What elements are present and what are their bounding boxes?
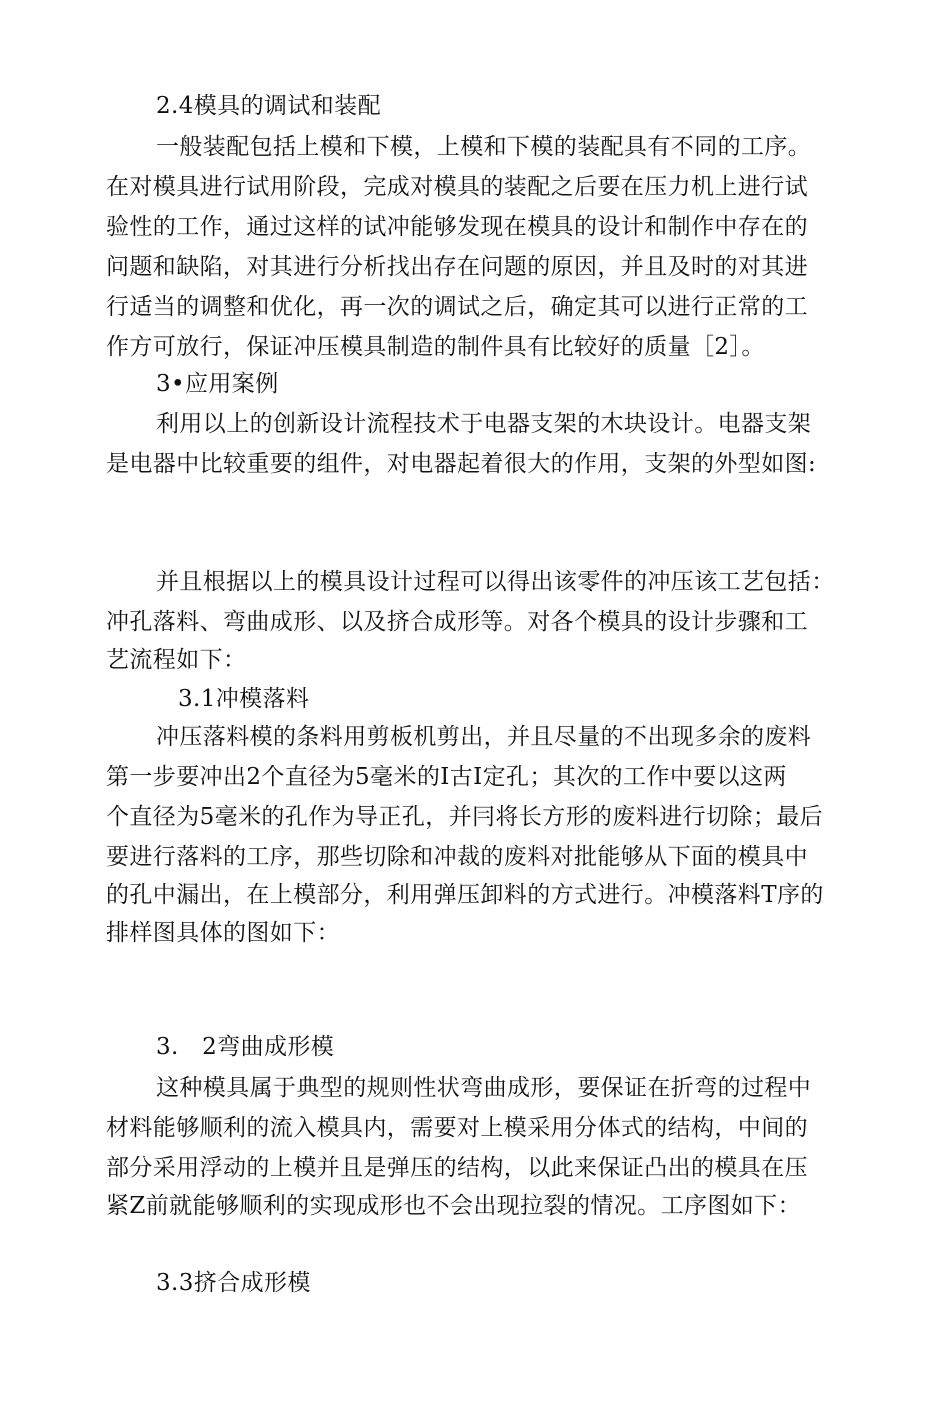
- paragraph-line: 并且根据以上的模具设计过程可以得出该零件的冲压该工艺包括：: [156, 569, 835, 595]
- paragraph-line: 的孔中漏出，在上模部分，利用弹压卸料的方式进行。冲模落料T序的: [106, 882, 824, 908]
- paragraph-line: 在对模具进行试用阶段，完成对模具的装配之后要在压力机上进行试: [106, 174, 808, 200]
- paragraph-line: 是电器中比较重要的组件，对电器起着很大的作用，支架的外型如图:: [106, 451, 817, 477]
- section-3-1-heading: 3.1冲模落料: [178, 686, 310, 712]
- paragraph-line: 这种模具属于典型的规则性状弯曲成形，要保证在折弯的过程中: [156, 1075, 812, 1101]
- paragraph-line: 问题和缺陷，对其进行分析找出存在问题的原因，并且及时的对其进: [106, 254, 808, 280]
- section-2-4-heading: 2.4模具的调试和装配: [156, 93, 381, 119]
- paragraph-line: 一般装配包括上模和下模，上模和下模的装配具有不同的工序。: [156, 134, 812, 160]
- paragraph-line: 材料能够顺利的流入模具内，需要对上模采用分体式的结构，中间的: [106, 1115, 808, 1141]
- paragraph-line: 作方可放行，保证冲压模具制造的制件具有比较好的质量［2］。: [106, 334, 765, 360]
- paragraph-line: 冲压落料模的条料用剪板机剪出，并且尽量的不出现多余的废料: [156, 724, 812, 750]
- paragraph-line: 紧Z前就能够顺利的实现成形也不会出现拉裂的情况。工序图如下：: [106, 1193, 801, 1219]
- paragraph-line: 个直径为5毫米的孔作为导正孔，并冃将长方形的废料进行切除；最后: [106, 804, 824, 830]
- paragraph-line: 利用以上的创新设计流程技术于电器支架的木块设计。电器支架: [156, 411, 812, 437]
- section-3-heading: 3•应用案例: [156, 371, 279, 397]
- paragraph-line: 排样图具体的图如下：: [106, 920, 340, 946]
- paragraph-line: 行适当的调整和优化，再一次的调试之后，确定其可以进行正常的工: [106, 294, 808, 320]
- paragraph-line: 要进行落料的工序，那些切除和冲裁的废料对批能够从下面的模具中: [106, 844, 808, 870]
- paragraph-line: 验性的工作，通过这样的试冲能够发现在模具的设计和制作中存在的: [106, 214, 808, 240]
- paragraph-line: 部分采用浮动的上模并且是弹压的结构，以此来保证凸出的模具在压: [106, 1155, 808, 1181]
- section-3-2-heading: 3. 2弯曲成形模: [156, 1034, 335, 1060]
- paragraph-line: 冲孔落料、弯曲成形、以及挤合成形等。对各个模具的设计步骤和工: [106, 609, 808, 635]
- paragraph-line: 第一步要冲出2个直径为5毫米的I古I定孔；其次的工作中要以这两: [106, 764, 787, 790]
- paragraph-line: 艺流程如下：: [106, 647, 247, 673]
- section-3-3-heading: 3.3挤合成形模: [156, 1270, 311, 1296]
